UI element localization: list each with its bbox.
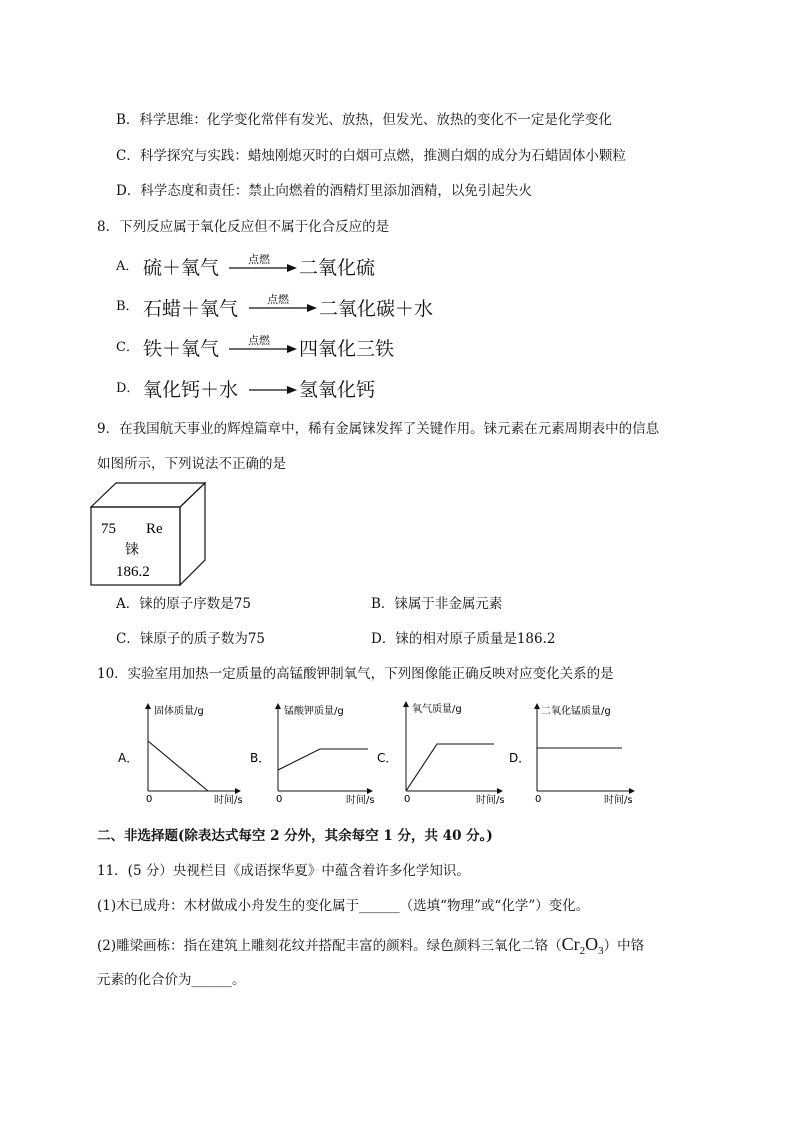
q8-option-a-reactants: 硫＋氧气 [143,257,220,279]
graph-c-curve [406,744,494,791]
graph-b-letter: B． [250,751,271,765]
q8-option-c-letter: C． [116,340,139,355]
graph-a-origin: 0 [146,794,153,805]
q9-option-d: D．铼的相对原子质量是186.2 [371,631,556,647]
q8-option-d-reactants: 氧化钙＋水 [143,379,239,401]
element-atomic-number: 75 [101,521,116,537]
q11-part-2-line2: 元素的化合价为______。 [97,972,246,988]
element-name: 铼 [125,543,139,558]
formula-cr: Cr [561,934,580,954]
graph-c-letter: C． [377,751,398,765]
q8-option-b-reactants: 石蜡＋氧气 [143,298,239,320]
graph-a-xlabel: 时间/s [214,795,243,806]
graph-c [377,702,505,806]
graph-c-origin: 0 [404,794,411,805]
q7-option-b: B．科学思维：化学变化常伴有发光、放热，但发光、放热的变化不一定是化学变化 [116,112,612,128]
q8-option-b-letter: B． [116,299,139,314]
graph-b [250,704,375,806]
formula-subscript-2: 2 [579,945,586,957]
q7-option-c: C．科学探究与实践：蜡烛刚熄灭时的白烟可点燃，推测白烟的成分为石蜡固体小颗粒 [116,148,626,164]
q8-option-d-letter: D． [116,381,140,396]
formula-o: O [585,934,599,954]
formula-subscript-3: 3 [598,945,604,957]
q10-stem: 10．实验室用加热一定质量的高锰酸钾制氧气，下列图像能正确反映对应变化关系的是 [97,666,614,682]
q8-option-d-product: 氢氧化钙 [299,379,376,401]
graph-a [118,704,243,806]
graph-d-origin: 0 [535,794,542,805]
graph-a-letter: A． [118,751,139,765]
q8-option-b-product: 二氧化碳＋水 [319,298,434,320]
element-cell-figure [90,482,210,588]
q8-option-c-condition: 点燃 [248,334,270,347]
q8-option-a-product: 二氧化硫 [299,257,376,279]
q8-stem: 8．下列反应属于氧化反应但不属于化合反应的是 [97,219,390,235]
q10-graphs [110,696,650,808]
q8-option-a-letter: A． [116,259,139,274]
graph-d-letter: D． [509,751,531,765]
q8-option-d-arrow [249,385,297,395]
graph-b-origin: 0 [276,794,283,805]
q8-option-a-condition: 点燃 [248,253,270,266]
q8-option-c-product: 四氧化三铁 [299,338,395,360]
q9-option-c: C．铼原子的质子数为75 [116,631,266,647]
element-atomic-mass: 186.2 [116,564,150,580]
graph-c-ylabel: 氧气质量/g [412,704,462,715]
q8-option-a-arrow [229,263,297,273]
graph-b-ylabel: 锰酸钾质量/g [284,706,344,717]
q11-part-2-line1 [97,935,644,960]
q11-part-1: (1)木已成舟：木材做成小舟发生的变化属于______（选填“物理”或“化学”）变化。 [97,898,590,914]
q9-stem-line1: 9．在我国航天事业的辉煌篇章中，稀有金属铼发挥了关键作用。铼元素在元素周期表中的信息 [97,421,660,437]
q11-part-2-text: (2)雕梁画栋：指在建筑上雕刻花纹并搭配丰富的颜料。绿色颜料三氧化二铬（ [97,938,562,954]
q8-option-b-condition: 点燃 [267,293,289,306]
graph-b-curve [278,749,368,770]
q11-part-2-tail: ）中铬 [603,938,645,954]
graph-b-xlabel: 时间/s [346,795,375,806]
q9-option-a: A．铼的原子序数是75 [116,596,251,612]
graph-d-ylabel: 二氧化锰质量/g [541,706,611,717]
q8-option-c-reactants: 铁＋氧气 [143,338,220,360]
graph-a-ylabel: 固体质量/g [154,706,204,717]
chemical-formula-cr2o3 [561,934,604,957]
q8-option-b-arrow [249,303,317,313]
q9-option-b: B．铼属于非金属元素 [371,596,503,612]
graph-d [509,704,634,806]
q9-stem-line2: 如图所示，下列说法不正确的是 [97,456,286,472]
q7-option-d: D．科学态度和责任：禁止向燃着的酒精灯里添加酒精，以免引起失火 [116,183,532,199]
graph-d-xlabel: 时间/s [604,795,633,806]
section-2-heading: 二、非选择题(除表达式每空 2 分外，其余每空 1 分，共 40 分。) [97,828,493,844]
q8-option-c-arrow [229,344,297,354]
graph-a-curve [148,741,208,791]
q11-stem: 11．(5 分）央视栏目《成语探华夏》中蕴含着许多化学知识。 [97,863,470,879]
element-symbol: Re [146,521,163,537]
graph-c-xlabel: 时间/s [476,795,505,806]
